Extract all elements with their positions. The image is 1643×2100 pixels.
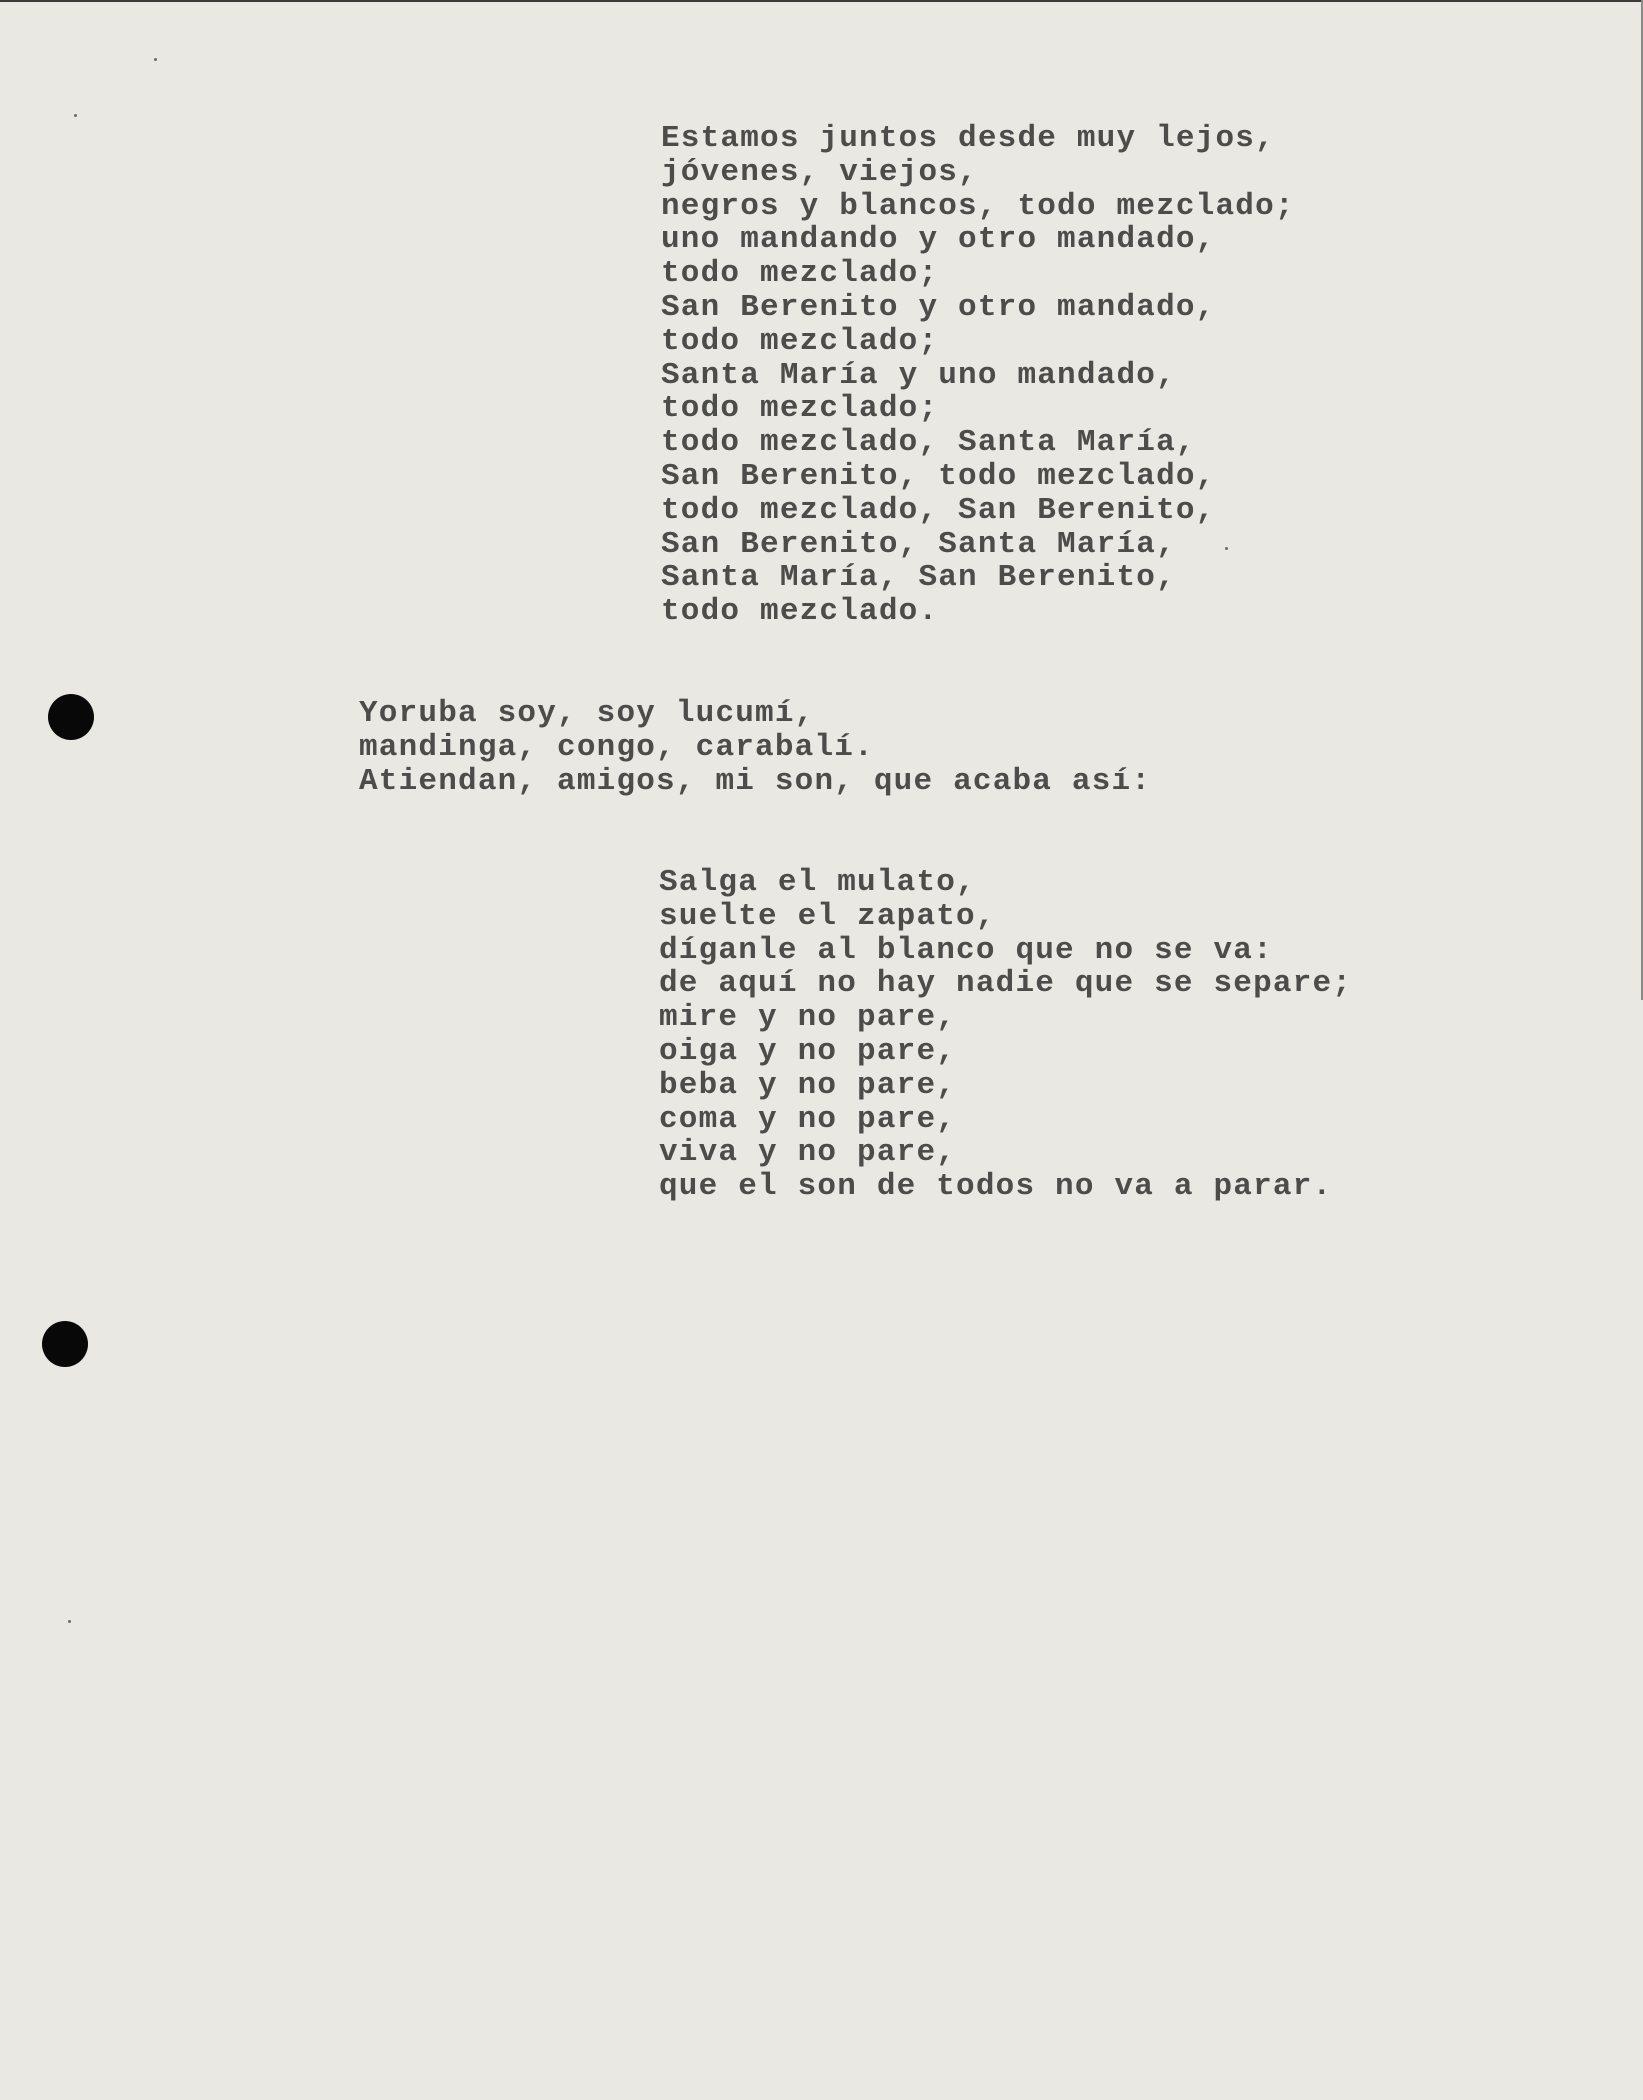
verse-line: todo mezclado; [661,323,939,359]
verse-line: todo mezclado, Santa María, [661,425,1196,461]
punch-hole-lower [42,1321,88,1367]
verse-line: Atiendan, amigos, mi son, que acaba así: [359,763,1152,799]
verse-line: oiga y no pare, [659,1033,957,1069]
verse-line: suelte el zapato, [659,898,996,934]
verse-line: de aquí no hay nadie que se separe; [659,966,1353,1002]
stanza-1 [661,122,1295,629]
verse-line: viva y no pare, [659,1135,957,1171]
verse-line: San Berenito y otro mandado, [661,289,1216,325]
page-top-edge [0,0,1643,2]
verse-line: todo mezclado, San Berenito, [661,492,1216,528]
verse-line: uno mandando y otro mandado, [661,222,1216,258]
verse-line: Yoruba soy, soy lucumí, [359,696,815,731]
verse-line: Santa María, San Berenito, [661,560,1176,596]
verse-line: mandinga, congo, carabalí. [359,729,874,765]
paper-speck [68,1620,71,1623]
stanza-2 [359,697,1151,798]
verse-line: beba y no pare, [659,1067,957,1103]
verse-line: que el son de todos no va a parar. [659,1169,1333,1205]
verse-line: Salga el mulato, [659,865,976,900]
stanza-3 [659,866,1352,1204]
verse-line: todo mezclado. [661,594,939,630]
paper-speck [154,58,157,61]
verse-line: díganle al blanco que no se va: [659,932,1273,968]
verse-line: todo mezclado; [661,391,939,427]
verse-line: coma y no pare, [659,1101,957,1137]
verse-line: San Berenito, Santa María, [661,526,1176,562]
verse-line: mire y no pare, [659,1000,957,1036]
verse-line: negros y blancos, todo mezclado; [661,188,1295,224]
punch-hole-upper [48,694,94,740]
paper-speck [74,114,77,117]
verse-line: todo mezclado; [661,256,939,292]
verse-line: San Berenito, todo mezclado, [661,458,1216,494]
verse-line: Estamos juntos desde muy lejos, [661,121,1275,156]
verse-line: jóvenes, viejos, [661,154,978,190]
verse-line: Santa María y uno mandado, [661,357,1176,393]
